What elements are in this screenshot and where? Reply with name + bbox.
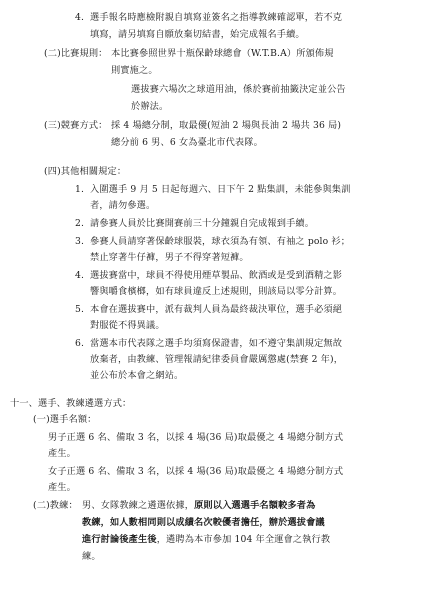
rule-number: 4. bbox=[75, 270, 85, 281]
rule-line: 並公布於本會之網站。 bbox=[90, 370, 184, 381]
rules-line3: 選拔賽六場次之球道用油，係於賽前抽籤決定並公告 bbox=[131, 84, 346, 95]
rule-line: 對服從不得異議。 bbox=[90, 320, 165, 331]
coach-line3-plain: ，遴聘為本市參加 104 年全運會之執行教 bbox=[156, 534, 331, 545]
rule-line: 入圍選手 9 月 5 日起每週六、日下午 2 點集訓，未能參與集訓 bbox=[90, 184, 351, 195]
item4-line1: 選手報名時應檢附親自填寫並簽名之指導教練確認單，若不克 bbox=[90, 12, 343, 23]
rule-line: 當選本市代表隊之選手均須寫保證書，如不遵守集訓規定無故 bbox=[90, 338, 343, 349]
rule-line: 者，請勿參選。 bbox=[90, 200, 156, 211]
quota-label: (一)選手名額： bbox=[33, 414, 97, 425]
item4-line2: 填寫，請另填寫自願放棄切結書，始完成報名手續。 bbox=[90, 29, 305, 40]
coach-line1-plain: 男、女隊教練之遴選依據， bbox=[82, 500, 195, 511]
rules-label: (二)比賽規則： bbox=[44, 48, 108, 59]
rule-line: 放棄者，由教練、管理報請紀律委員會嚴厲懲處(禁賽 2 年)， bbox=[90, 354, 344, 365]
rule-number: 1. bbox=[75, 184, 85, 195]
rules-line1: 本比賽參照世界十瓶保齡球總會（W.T.B.A）所頒佈規 bbox=[111, 48, 334, 59]
men-quota-line1: 男子正選 6 名、備取 3 名，以採 4 場(36 局)取最優之 4 場總分制方式 bbox=[48, 432, 344, 443]
coach-line2: 教練，如人數相同則以成績名次較優者擔任，辦於選拔會議 bbox=[82, 517, 325, 528]
rule-number: 5. bbox=[75, 304, 85, 315]
coach-line3-bold: 進行討論後產生後 bbox=[82, 534, 157, 545]
rule-line: 響與嚼食檳榔，如有球員違反上述規則，則該局以零分計算。 bbox=[90, 286, 343, 297]
coach-line1 bbox=[82, 500, 315, 511]
women-quota-line2: 產生。 bbox=[48, 482, 77, 493]
format-line2: 總分前 6 男、6 女為臺北市代表隊。 bbox=[111, 137, 263, 148]
rule-line: 選拔賽當中，球員不得使用煙草製品、飲酒或是受到酒精之影 bbox=[90, 270, 343, 281]
rule-number: 3. bbox=[75, 236, 85, 247]
section11-title: 十一、選手、教練遴選方式： bbox=[10, 398, 132, 409]
format-line1: 採 4 場總分制，取最優(短油 2 場與長油 2 場共 36 局) bbox=[111, 120, 342, 131]
coach-line4: 練。 bbox=[82, 551, 101, 562]
rule-number: 6. bbox=[75, 338, 85, 349]
rule-line: 參賽人員請穿著保齡球服裝，球衣須為有領、有袖之 polo 衫； bbox=[90, 236, 351, 247]
coach-line3 bbox=[82, 534, 330, 545]
rule-line: 本會在選拔賽中，派有裁判人員為最終裁決單位，選手必須絕 bbox=[90, 304, 343, 315]
women-quota-line1: 女子正選 6 名、備取 3 名，以採 4 場(36 局)取最優之 4 場總分制方式 bbox=[48, 466, 344, 477]
rule-line: 禁止穿著牛仔褲，男子不得穿著短褲。 bbox=[90, 252, 249, 263]
rules-line4: 於辦法。 bbox=[131, 101, 169, 112]
other-label: (四)其他相關規定： bbox=[44, 166, 127, 177]
format-label: (三)競賽方式： bbox=[44, 120, 108, 131]
item4-number: 4. bbox=[75, 12, 85, 23]
rules-line2: 則實施之。 bbox=[111, 65, 158, 76]
rule-line: 請參賽人員於比賽開賽前三十分鐘親自完成報到手續。 bbox=[90, 218, 315, 229]
rule-number: 2. bbox=[75, 218, 85, 229]
coach-line1-bold: 原則以入選選手名額較多者為 bbox=[194, 500, 316, 511]
men-quota-line2: 產生。 bbox=[48, 448, 77, 459]
coach-label: (二)教練： bbox=[33, 500, 78, 511]
